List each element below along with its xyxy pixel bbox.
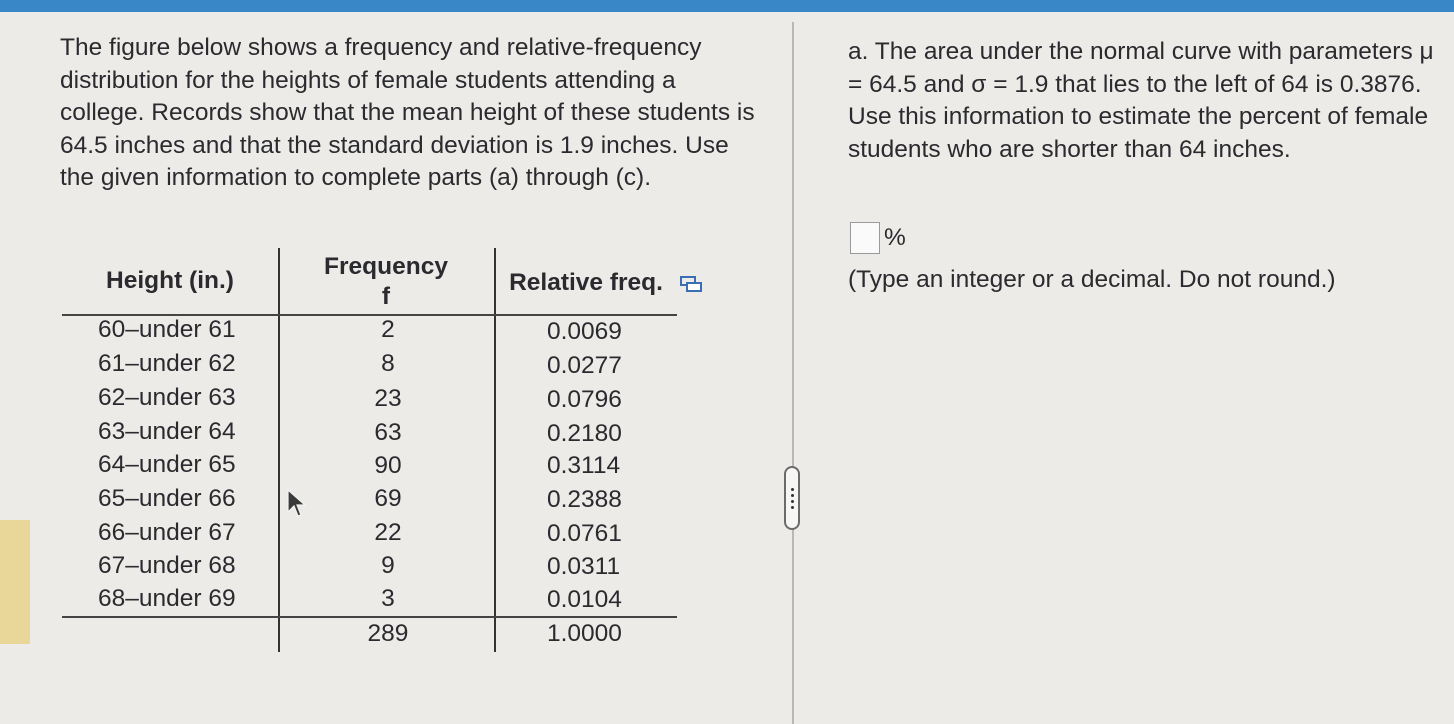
header-frequency: Frequency: [324, 253, 448, 280]
answer-row: [850, 222, 906, 254]
frequency-cell: 2: [381, 316, 395, 343]
height-cell: 67–under 68: [98, 552, 236, 579]
frequency-table: [62, 248, 682, 652]
header-frequency-symbol: f: [381, 283, 391, 310]
height-cell: 64–under 65: [98, 451, 236, 478]
answer-input[interactable]: [850, 222, 880, 254]
panel-divider: [792, 22, 794, 724]
top-accent-bar: [0, 0, 1454, 12]
header-relative-frequency: Relative freq.: [509, 269, 663, 296]
frequency-total: 289: [367, 620, 409, 647]
mouse-cursor-icon: [286, 488, 308, 520]
relative-frequency-cell: 0.0311: [547, 553, 621, 580]
relative-frequency-total: 1.0000: [547, 620, 622, 647]
height-cell: 66–under 67: [98, 519, 236, 546]
height-cell: 61–under 62: [98, 350, 236, 377]
frequency-cell: 9: [381, 552, 395, 579]
frequency-cell: 63: [374, 419, 402, 446]
relative-frequency-cell: 0.0277: [547, 352, 622, 379]
height-cell: 62–under 63: [98, 384, 236, 411]
relative-frequency-cell: 0.0069: [547, 318, 622, 345]
relative-frequency-cell: 0.0104: [547, 586, 622, 613]
frequency-cell: 23: [374, 385, 402, 412]
relative-frequency-cell: 0.2388: [547, 486, 622, 513]
frequency-cell: 8: [381, 350, 395, 377]
frequency-cell: 3: [381, 585, 395, 612]
frequency-cell: 90: [374, 452, 402, 479]
relative-frequency-cell: 0.0761: [547, 520, 622, 547]
relative-frequency-cell: 0.2180: [547, 420, 622, 447]
relative-frequency-cell: 0.3114: [547, 452, 621, 479]
height-cell: 68–under 69: [98, 585, 236, 612]
divider-handle-icon[interactable]: [784, 466, 800, 530]
height-cell: 63–under 64: [98, 418, 236, 445]
total-divider: [62, 616, 677, 618]
frequency-cell: 69: [374, 485, 402, 512]
header-height: Height (in.): [106, 267, 234, 294]
problem-intro: The figure below shows a frequency and relative-frequency distribution for the heights of female students attending a college. Records show that the mean height of these students is 64.5 inches and that the standard deviation is 1.9 inches. Use the given information to complete parts (a) through (c).: [60, 34, 755, 191]
frequency-cell: 22: [374, 519, 402, 546]
question-part-a: a. The area under the normal curve with parameters μ = 64.5 and σ = 1.9 that lies to the left of 64 is 0.3876. Use this information to estimate the percent of female students who are shorter than 64 inches.: [848, 38, 1434, 163]
copy-icon[interactable]: [680, 276, 702, 292]
left-edge-highlight: [0, 520, 30, 644]
height-cell: 65–under 66: [98, 485, 236, 512]
relative-frequency-cell: 0.0796: [547, 386, 622, 413]
answer-hint: (Type an integer or a decimal. Do not round.): [848, 266, 1336, 293]
percent-unit: %: [884, 224, 906, 251]
height-cell: 60–under 61: [98, 316, 236, 343]
